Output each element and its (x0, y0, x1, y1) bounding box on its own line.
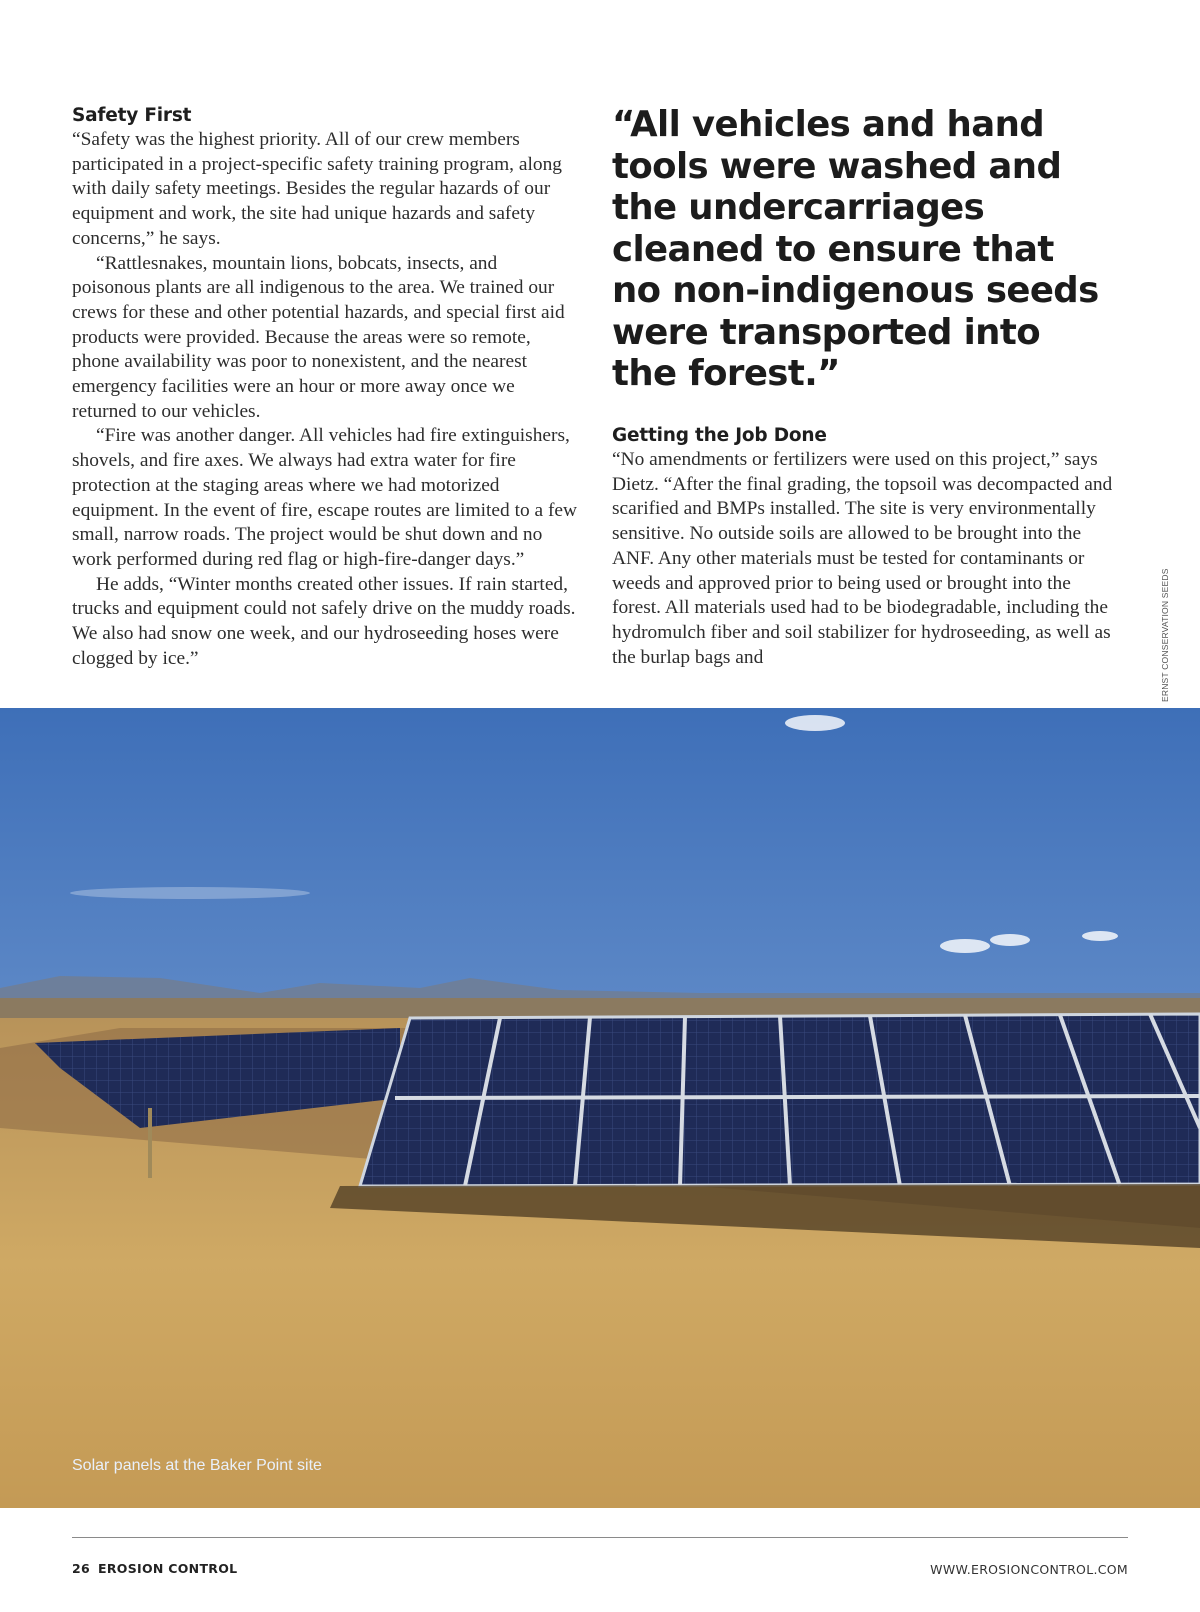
safety-heading: Safety First (72, 105, 192, 126)
page-number: 26 (72, 1561, 90, 1576)
footer-left (72, 1561, 237, 1576)
job-paragraph: “No amendments or fertilizers were used on this project,” says Dietz. “After the final grading, the topsoil was decompacted and scarified and BMPs installed. The site is very environmentally sensitive. No outside soils are allowed to be brought into the ANF. Any other materials must be tested for contaminants or weeds and approved prior to being used or brought into the forest. All materials used had to be biodegradable, including the hydromulch fiber and soil stabilizer for hydroseeding, as well as the burlap bags and (612, 449, 1113, 668)
photo-caption: Solar panels at the Baker Point site (72, 1457, 322, 1474)
website-link[interactable]: WWW.EROSIONCONTROL.COM (930, 1562, 1128, 1577)
job-body (612, 448, 1124, 670)
job-section (612, 424, 1124, 670)
safety-paragraph-4: He adds, “Winter months created other issues. If rain started, trucks and equipment could not safely drive on the muddy roads. We also had snow one week, and our hydroseeding hoses were clogged by ice.” (72, 573, 576, 669)
safety-body (72, 128, 580, 671)
pull-quote: “All vehicles and hand tools were washed and the undercarriages cleaned to ensure that no non-indigenous seeds were transported into the forest.” (612, 104, 1099, 394)
safety-paragraph-1: “Safety was the highest priority. All of our crew members participated in a project-specific safety training program, along with daily safety meetings. Besides the regular hazards of our equipment and work, the site had unique hazards and safety concerns,” he says. (72, 129, 562, 249)
safety-paragraph-2: “Rattlesnakes, mountain lions, bobcats, insects, and poisonous plants are all indigenous to the area. We trained our crews for these and other potential hazards, and special first aid products were provided. Because the areas were so remote, phone availability was poor to nonexistent, and the nearest emergency facilities were an hour or more away once we returned to our vehicles. (72, 252, 565, 422)
pull-quote-block (612, 104, 1122, 395)
safety-section (72, 104, 580, 671)
publication-name: EROSION CONTROL (98, 1561, 238, 1576)
solar-panels (360, 1014, 1200, 1186)
solar-field-illustration (0, 708, 1200, 1508)
safety-paragraph-3: “Fire was another danger. All vehicles had fire extinguishers, shovels, and fire axes. We always had extra water for fire protection at the staging areas where we had motorized equipment. In the event of fire, escape routes are limited to a few small, narrow roads. The project would be shut down and no work performed during red flag or high-fire-danger days.” (72, 425, 578, 570)
photo-credit: ERNST CONSERVATION SEEDS (1160, 568, 1170, 702)
job-heading: Getting the Job Done (612, 425, 827, 446)
footer-rule (72, 1537, 1128, 1538)
solar-panel-photo (0, 708, 1200, 1508)
